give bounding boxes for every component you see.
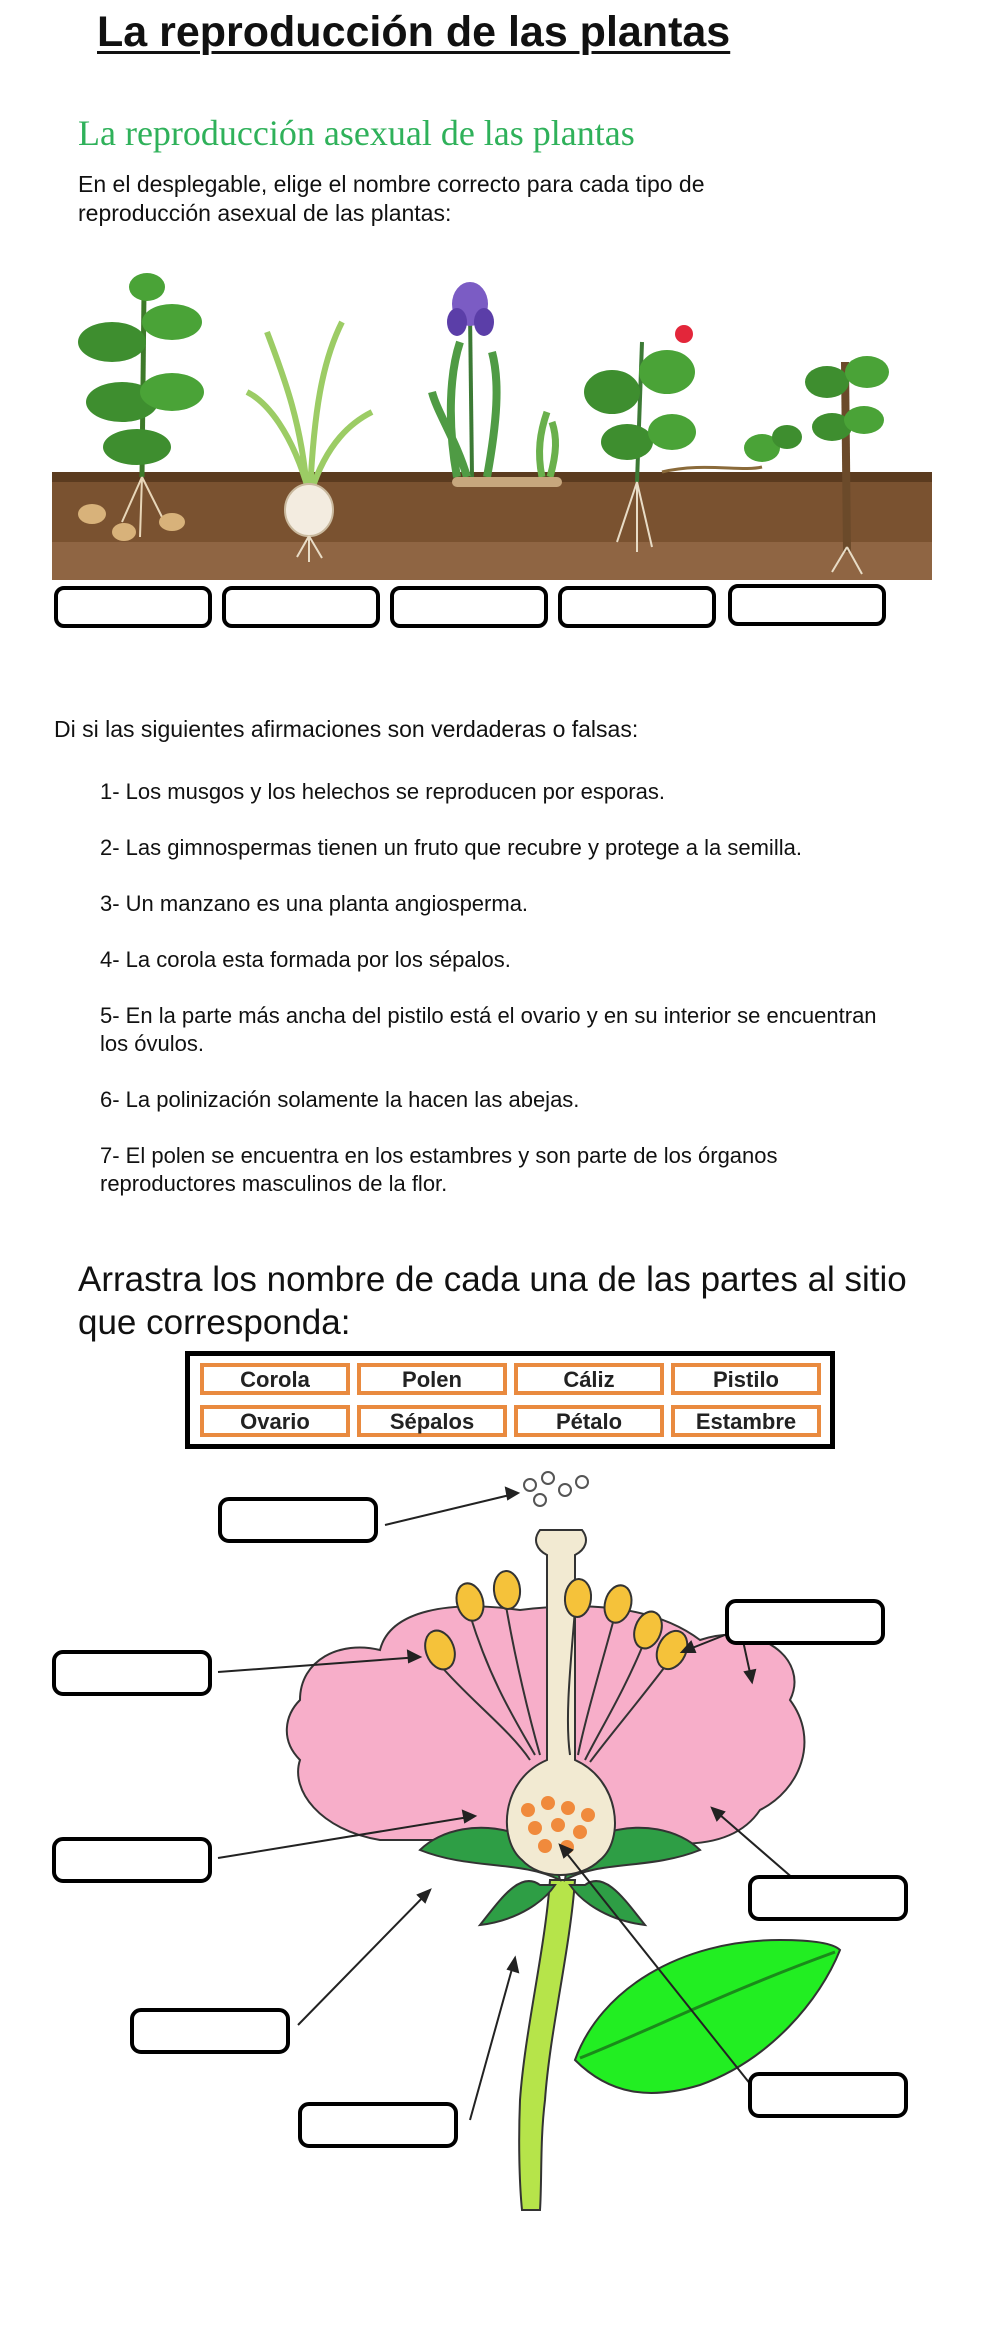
chip-pistilo[interactable]: Pistilo: [671, 1363, 821, 1395]
asexual-plants-illustration: [52, 252, 932, 580]
statement-1: 1- Los musgos y los helechos se reproducen por esporas.: [100, 779, 665, 804]
asexual-answer-box-3[interactable]: [390, 586, 548, 628]
flower-label-box-pollen[interactable]: [218, 1497, 378, 1543]
chip-polen[interactable]: Polen: [357, 1363, 507, 1395]
chip-estambre[interactable]: Estambre: [671, 1405, 821, 1437]
true-false-intro: Di si las siguientes afirmaciones son verdaderas o falsas:: [54, 716, 639, 742]
flower-label-box-corolla[interactable]: [725, 1599, 885, 1645]
statement-6: 6- La polinización solamente la hacen las abejas.: [100, 1087, 580, 1112]
statement-5: 5- En la parte más ancha del pistilo está el ovario y en su interior se encuentran los óvulos.: [100, 1003, 877, 1056]
statement-2: 2- Las gimnospermas tienen un fruto que recubre y protege a la semilla.: [100, 835, 802, 860]
flower-label-box-stamen[interactable]: [52, 1650, 212, 1696]
flower-label-box-pistil[interactable]: [52, 1837, 212, 1883]
flower-label-box-petal[interactable]: [748, 1875, 908, 1921]
section-asexual-title: La reproducción asexual de las plantas: [78, 113, 635, 153]
statement-4: 4- La corola esta formada por los sépalos.: [100, 947, 511, 972]
statement-3: 3- Un manzano es una planta angiosperma.: [100, 891, 529, 916]
flower-label-box-sepals[interactable]: [130, 2008, 290, 2054]
asexual-instruction: En el desplegable, elige el nombre correcto para cada tipo de reproducción asexual de las plantas:: [78, 171, 705, 226]
asexual-answer-box-2[interactable]: [222, 586, 380, 628]
pollen-grains: [524, 1472, 588, 1506]
page-title: La reproducción de las plantas: [97, 8, 731, 56]
asexual-answer-box-5[interactable]: [728, 584, 886, 626]
chip-caliz[interactable]: Cáliz: [514, 1363, 664, 1395]
chip-sepalos[interactable]: Sépalos: [357, 1405, 507, 1437]
statement-7: 7- El polen se encuentra en los estambres y son parte de los órganos reproductores masculinos de la flor.: [100, 1143, 778, 1196]
flower-label-box-ovary[interactable]: [748, 2072, 908, 2118]
asexual-answer-box-1[interactable]: [54, 586, 212, 628]
word-bank: [185, 1351, 835, 1449]
stem-shape: [519, 1880, 575, 2210]
chip-corola[interactable]: Corola: [200, 1363, 350, 1395]
chip-petalo[interactable]: Pétalo: [514, 1405, 664, 1437]
chip-ovario[interactable]: Ovario: [200, 1405, 350, 1437]
asexual-answer-box-4[interactable]: [558, 586, 716, 628]
rhizome-plant-icon: [432, 282, 562, 487]
flower-label-box-calyx[interactable]: [298, 2102, 458, 2148]
leaf-shape: [575, 1940, 840, 2093]
drag-instruction-title: Arrastra los nombre de cada una de las partes al sitio que corresponda:: [78, 1260, 907, 1342]
